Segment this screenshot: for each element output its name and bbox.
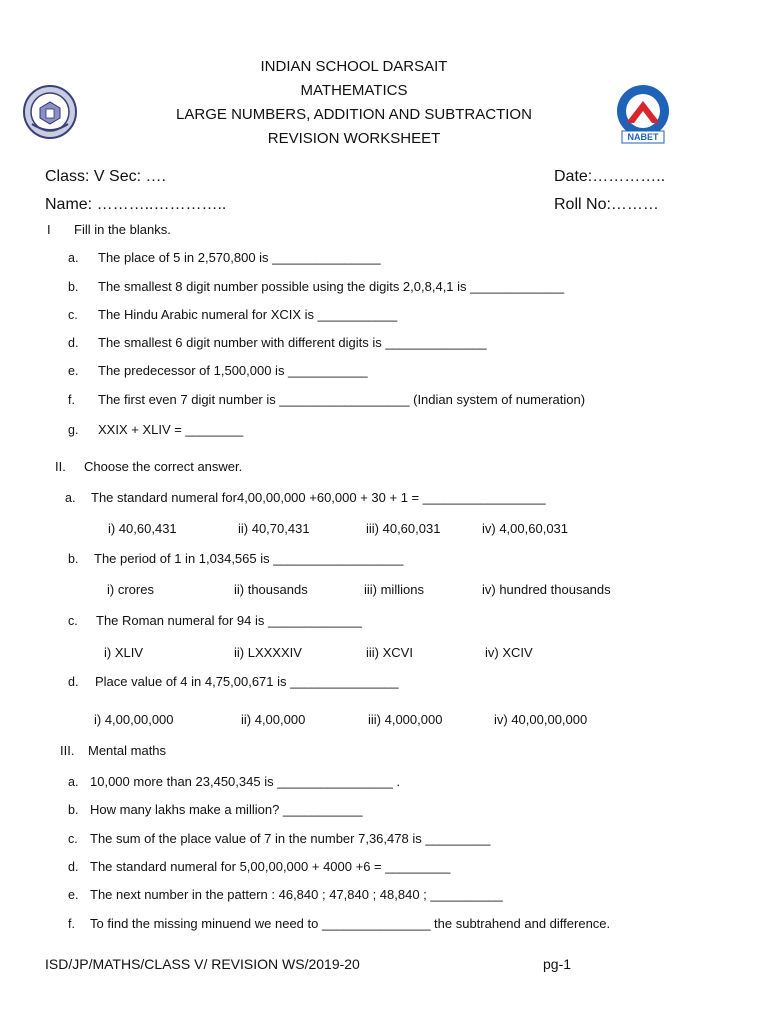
- s1-item-text: The smallest 6 digit number with different digits is ______________: [98, 335, 487, 350]
- section-2-number: II.: [55, 459, 66, 474]
- s1-item-label: f.: [68, 393, 75, 407]
- s1-item-text: The Hindu Arabic numeral for XCIX is ___________: [98, 307, 398, 322]
- s1-item-label: b.: [68, 280, 79, 294]
- s3-item-text: The next number in the pattern : 46,840 ; 47,840 ; 48,840 ; __________: [90, 887, 503, 902]
- s2-option: ii) thousands: [234, 582, 308, 597]
- s2-question-label: a.: [65, 491, 76, 505]
- s2-option: i) crores: [107, 582, 154, 597]
- s3-item-label: f.: [68, 917, 75, 931]
- section-2-title: Choose the correct answer.: [84, 459, 243, 474]
- s1-item-label: e.: [68, 364, 79, 378]
- s2-question-text: The standard numeral for4,00,00,000 +60,000 + 30 + 1 = _________________: [91, 490, 546, 505]
- section-3-number: III.: [60, 743, 75, 758]
- topic-title: LARGE NUMBERS, ADDITION AND SUBTRACTION: [176, 106, 532, 123]
- s3-item-text: To find the missing minuend we need to _______________ the subtrahend and difference.: [90, 916, 611, 931]
- s2-option: iv) XCIV: [485, 645, 533, 660]
- s2-option: iv) 40,00,00,000: [494, 712, 588, 727]
- s1-item-label: c.: [68, 308, 78, 322]
- s2-question-text: The period of 1 in 1,034,565 is __________________: [94, 551, 404, 566]
- s2-option: iv) 4,00,60,031: [482, 521, 569, 536]
- s2-option: i) 40,60,431: [108, 521, 177, 536]
- s3-item-text: 10,000 more than 23,450,345 is ________________ .: [90, 774, 401, 789]
- s3-item-text: The standard numeral for 5,00,00,000 + 4000 +6 = _________: [90, 859, 451, 874]
- date-field: Date:…………..: [554, 168, 666, 185]
- name-field: Name: ………..…………..: [45, 196, 227, 213]
- s3-item-text: The sum of the place value of 7 in the number 7,36,478 is _________: [90, 831, 491, 846]
- roll-no-field: Roll No:………: [554, 196, 659, 213]
- s1-item-text: The predecessor of 1,500,000 is ___________: [98, 363, 368, 378]
- s2-question-text: The Roman numeral for 94 is _____________: [96, 613, 362, 628]
- s1-item-text: The smallest 8 digit number possible using the digits 2,0,8,4,1 is _____________: [98, 279, 565, 294]
- s2-question-label: b.: [68, 552, 79, 566]
- school-name: INDIAN SCHOOL DARSAIT: [260, 58, 448, 75]
- s1-item-text: The first even 7 digit number is __________________ (Indian system of numeration): [98, 392, 586, 407]
- nabet-logo-text: NABET: [627, 132, 659, 142]
- s3-item-label: a.: [68, 775, 79, 789]
- s3-item-label: c.: [68, 832, 78, 846]
- s1-item-text: XXIX + XLIV = ________: [98, 422, 244, 437]
- s1-item-label: d.: [68, 336, 79, 350]
- s2-option: ii) 40,70,431: [238, 521, 310, 536]
- section-1-number: I: [47, 222, 51, 237]
- s2-option: ii) 4,00,000: [241, 712, 306, 727]
- s2-option: iii) 4,000,000: [368, 712, 443, 727]
- s2-question-label: c.: [68, 614, 78, 628]
- s3-item-label: b.: [68, 803, 79, 817]
- s2-option: iv) hundred thousands: [482, 582, 611, 597]
- s3-item-text: How many lakhs make a million? ___________: [90, 802, 363, 817]
- s3-item-label: e.: [68, 888, 79, 902]
- class-section-field: Class: V Sec: ….: [45, 168, 166, 185]
- section-1-title: Fill in the blanks.: [74, 222, 171, 237]
- s2-option: iii) millions: [364, 582, 424, 597]
- subject-title: MATHEMATICS: [300, 82, 408, 99]
- footer-page-number: pg-1: [543, 956, 572, 972]
- footer-document-code: ISD/JP/MATHS/CLASS V/ REVISION WS/2019-20: [45, 956, 360, 972]
- s2-option: i) XLIV: [104, 645, 144, 660]
- s2-option: i) 4,00,00,000: [94, 712, 174, 727]
- s2-option: iii) XCVI: [366, 645, 413, 660]
- s1-item-label: a.: [68, 251, 79, 265]
- s1-item-text: The place of 5 in 2,570,800 is _______________: [98, 250, 381, 265]
- worksheet-type: REVISION WORKSHEET: [267, 130, 441, 147]
- s2-option: ii) LXXXXIV: [234, 645, 302, 660]
- s1-item-label: g.: [68, 423, 79, 437]
- s2-question-label: d.: [68, 675, 79, 689]
- s2-option: iii) 40,60,031: [366, 521, 441, 536]
- section-3-title: Mental maths: [88, 743, 167, 758]
- s3-item-label: d.: [68, 860, 79, 874]
- s2-question-text: Place value of 4 in 4,75,00,671 is _______________: [95, 674, 399, 689]
